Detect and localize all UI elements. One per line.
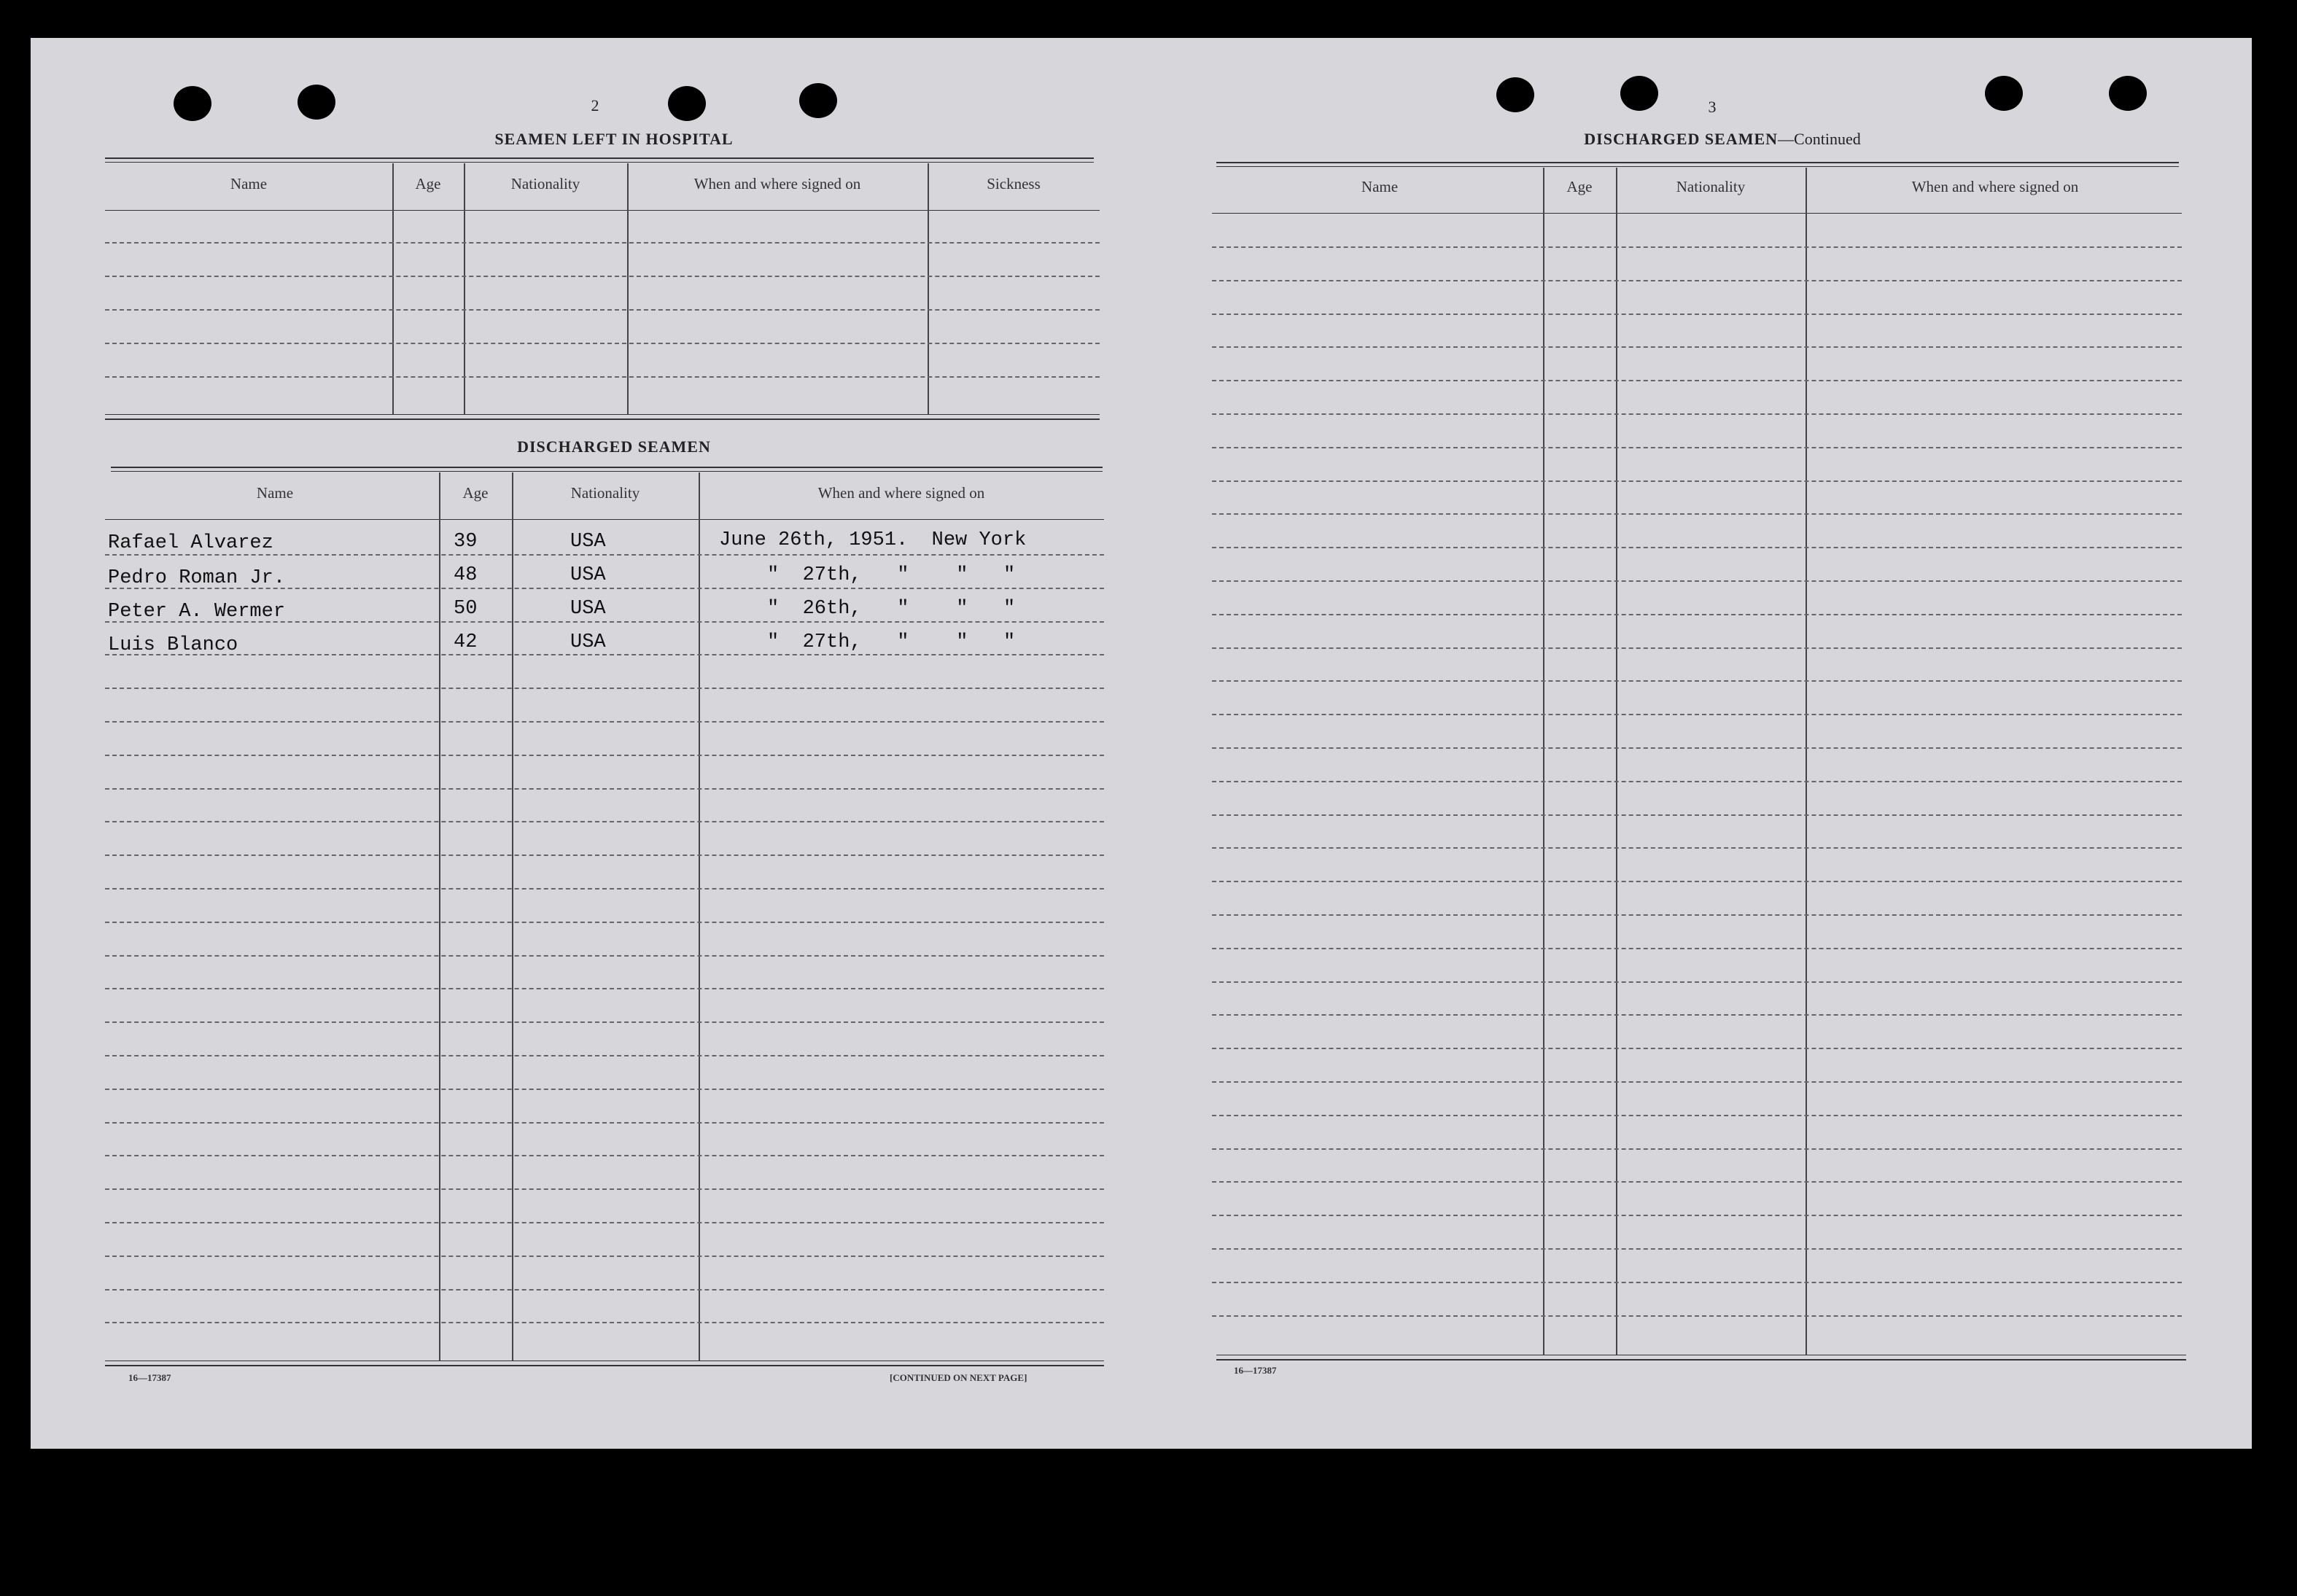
row-line <box>1212 1148 2182 1150</box>
rule <box>1216 1359 2186 1361</box>
row-line <box>1212 680 2182 682</box>
row-line <box>105 1021 1104 1023</box>
discharged-continued-title <box>1489 130 1956 149</box>
row-line <box>1212 714 2182 715</box>
row-line <box>1212 814 2182 816</box>
right-col-signed: When and where signed on <box>1911 178 2079 195</box>
seaman-signed-on: " 27th, " " " <box>767 564 1016 586</box>
row-line <box>105 855 1104 856</box>
page-number: 3 <box>1708 98 1717 116</box>
right-col-age: Age <box>1566 178 1593 195</box>
hospital-section-title: SEAMEN LEFT IN HOSPITAL <box>494 130 734 148</box>
row-line <box>1212 580 2182 582</box>
discharged-col-age: Age <box>462 484 489 502</box>
column-divider <box>439 472 440 1361</box>
hospital-col-sickness: Sickness <box>987 175 1041 192</box>
punch-hole <box>174 86 211 121</box>
punch-hole <box>1985 76 2023 111</box>
row-line <box>1212 614 2182 615</box>
row-line <box>1212 380 2182 381</box>
rule <box>1216 162 2179 163</box>
right-col-nationality: Nationality <box>1676 178 1746 195</box>
page-number: 2 <box>591 96 599 114</box>
discharged-col-signed: When and where signed on <box>817 484 985 502</box>
form-number: 16—17387 <box>1234 1365 1277 1376</box>
discharged-section-title: DISCHARGED SEAMEN <box>517 437 711 456</box>
row-line <box>105 276 1100 277</box>
row-line <box>1212 1248 2182 1250</box>
row-line <box>105 1122 1104 1124</box>
rule <box>105 157 1094 159</box>
seaman-signed-on: " 27th, " " " <box>767 631 1016 653</box>
row-line <box>1212 647 2182 649</box>
seaman-nationality: USA <box>570 564 606 586</box>
row-line <box>1212 747 2182 749</box>
punch-hole <box>799 83 837 118</box>
row-line <box>1212 981 2182 983</box>
title-suffix: —Continued <box>1778 130 1861 148</box>
row-line <box>105 554 1104 556</box>
row-line <box>105 1256 1104 1257</box>
rule <box>111 471 1103 472</box>
row-line <box>105 343 1100 344</box>
row-line <box>105 1222 1104 1223</box>
hospital-col-name: Name <box>230 175 268 192</box>
column-divider <box>1616 168 1617 1355</box>
row-line <box>1212 513 2182 515</box>
row-line <box>1212 1315 2182 1317</box>
discharged-col-nationality: Nationality <box>570 484 640 502</box>
column-divider <box>1543 168 1544 1355</box>
row-line <box>105 1188 1104 1190</box>
seaman-name: Pedro Roman Jr. <box>108 567 286 589</box>
punch-hole <box>298 85 335 120</box>
seaman-age: 39 <box>454 531 478 553</box>
row-line <box>105 788 1104 790</box>
seaman-name: Luis Blanco <box>108 634 238 656</box>
punch-hole <box>2109 76 2147 111</box>
row-line <box>105 1089 1104 1090</box>
continued-note: [CONTINUED ON NEXT PAGE] <box>890 1372 1027 1383</box>
rule <box>105 419 1100 420</box>
row-line <box>1212 346 2182 348</box>
row-line <box>1212 1215 2182 1216</box>
column-divider <box>1806 168 1807 1355</box>
row-line <box>105 922 1104 923</box>
row-line <box>105 721 1104 723</box>
row-line <box>105 1055 1104 1056</box>
column-divider <box>512 472 513 1361</box>
row-line <box>1212 1282 2182 1283</box>
right-col-name: Name <box>1361 178 1399 195</box>
punch-hole <box>1496 77 1534 112</box>
row-line <box>1212 280 2182 281</box>
row-line <box>105 955 1104 957</box>
row-line <box>105 988 1104 989</box>
row-line <box>1212 1048 2182 1049</box>
row-line <box>105 376 1100 378</box>
rule <box>1212 213 2182 214</box>
seaman-name: Rafael Alvarez <box>108 532 273 554</box>
row-line <box>1212 480 2182 482</box>
row-line <box>1212 881 2182 882</box>
row-line <box>1212 781 2182 782</box>
punch-hole <box>668 86 706 121</box>
rule <box>105 162 1094 163</box>
row-line <box>1212 1115 2182 1116</box>
seaman-nationality: USA <box>570 598 606 620</box>
punch-hole <box>1620 76 1658 111</box>
row-line <box>1212 847 2182 849</box>
title-main: DISCHARGED SEAMEN <box>1584 130 1779 148</box>
row-line <box>1212 413 2182 415</box>
row-line <box>1212 1014 2182 1016</box>
row-line <box>1212 1081 2182 1083</box>
row-line <box>105 688 1104 689</box>
row-line <box>1212 914 2182 916</box>
row-line <box>105 755 1104 756</box>
rule <box>105 210 1100 211</box>
rule <box>1216 166 2179 167</box>
row-line <box>1212 547 2182 548</box>
seaman-name: Peter A. Wermer <box>108 601 286 623</box>
row-line <box>105 309 1100 311</box>
column-divider <box>699 472 700 1361</box>
document-sheet <box>31 38 2252 1449</box>
seaman-signed-on: " 26th, " " " <box>767 598 1016 620</box>
rule <box>105 519 1104 520</box>
rule <box>105 1365 1104 1366</box>
row-line <box>105 888 1104 890</box>
row-line <box>105 1322 1104 1323</box>
row-line <box>1212 314 2182 315</box>
seaman-nationality: USA <box>570 531 606 553</box>
seaman-age: 50 <box>454 598 478 620</box>
row-line <box>1212 246 2182 248</box>
row-line <box>105 654 1104 655</box>
row-line <box>1212 948 2182 949</box>
row-line <box>105 821 1104 822</box>
hospital-col-age: Age <box>415 175 441 192</box>
row-line <box>105 1155 1104 1156</box>
rule <box>111 467 1103 468</box>
row-line <box>105 1289 1104 1291</box>
seaman-age: 48 <box>454 564 478 586</box>
row-line <box>1212 1181 2182 1183</box>
hospital-col-nationality: Nationality <box>510 175 580 192</box>
discharged-col-name: Name <box>256 484 294 502</box>
hospital-col-signed: When and where signed on <box>693 175 861 192</box>
seaman-signed-on: June 26th, 1951. New York <box>719 529 1027 551</box>
seaman-age: 42 <box>454 631 478 653</box>
seaman-nationality: USA <box>570 631 606 653</box>
row-line <box>105 242 1100 244</box>
rule <box>105 414 1100 415</box>
form-number: 16—17387 <box>128 1372 171 1383</box>
row-line <box>1212 447 2182 448</box>
